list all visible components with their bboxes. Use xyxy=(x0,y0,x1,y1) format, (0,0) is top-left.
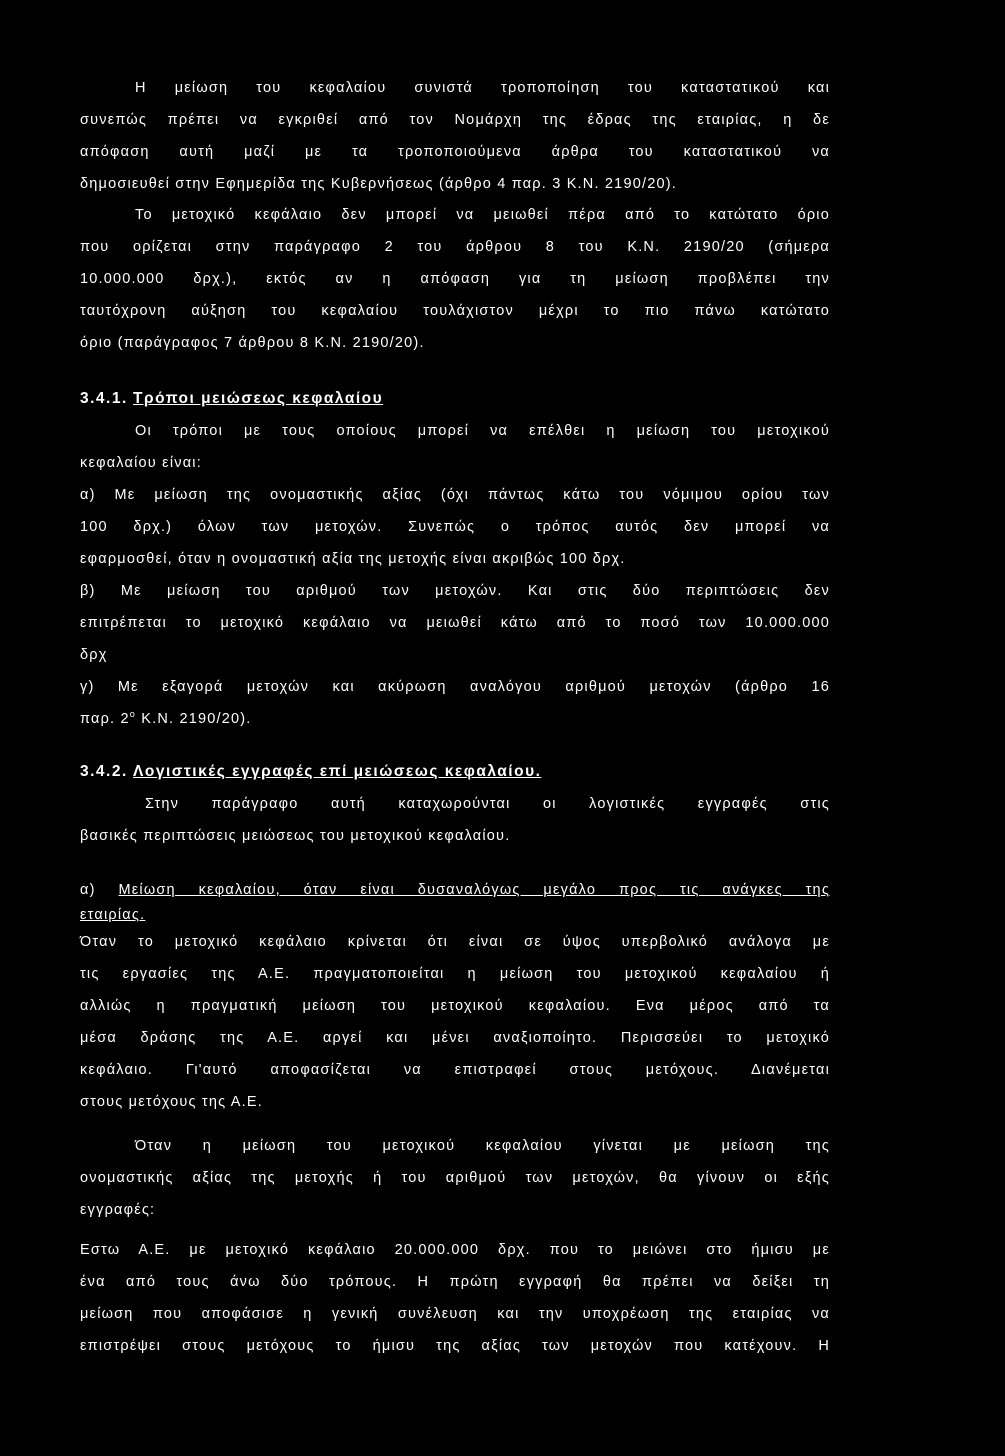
text-line: εφαρμοσθεί, όταν η ονομαστική αξία της μετοχής είναι ακριβώς 100 δρχ. xyxy=(80,551,626,567)
text-line: απόφαση αυτή μαζί με τα τροποποιούμενα άρθρα του καταστατικού να xyxy=(80,144,830,160)
text-line: 10.000.000 δρχ.), εκτός αν η απόφαση για τη μείωση προβλέπει την xyxy=(80,271,830,287)
text-line: 100 δρχ.) όλων των μετοχών. Συνεπώς ο τρόπος αυτός δεν μπορεί να xyxy=(80,519,830,535)
text-line: κεφαλαίου είναι: xyxy=(80,455,202,471)
text-fragment: παρ. 2 xyxy=(80,711,130,727)
text-line: επιστρέψει στους μετόχους το ήμισυ της αξίας των μετοχών που κατέχουν. Η xyxy=(80,1338,830,1354)
case-title: εταιρίας. xyxy=(80,907,146,923)
text-line: τις εργασίες της Α.Ε. πραγματοποιείται η μείωση του μετοχικού κεφαλαίου ή xyxy=(80,966,830,982)
section-heading xyxy=(80,762,830,782)
case-title: Μείωση κεφαλαίου, όταν είναι δυσαναλόγως μεγάλο προς τις ανάγκες της xyxy=(118,882,831,898)
text-line: συνεπώς πρέπει να εγκριθεί από τον Νομάρχη της έδρας της εταιρίας, η δε xyxy=(80,112,830,128)
section-heading xyxy=(80,389,830,409)
section-title: Λογιστικές εγγραφές επί μειώσεως κεφαλαίου. xyxy=(133,763,542,780)
text-line: Όταν το μετοχικό κεφάλαιο κρίνεται ότι είναι σε ύψος υπερβολικό ανάλογα με xyxy=(80,934,830,950)
text-line: ένα από τους άνω δύο τρόπους. Η πρώτη εγγραφή θα πρέπει να δείξει τη xyxy=(80,1274,830,1290)
text-line: μέσα δράσης της Α.Ε. αργεί και μένει αναξιοποίητο. Περισσεύει το μετοχικό xyxy=(80,1030,830,1046)
text-line: ονομαστικής αξίας της μετοχής ή του αριθμού των μετοχών, θα γίνουν οι εξής xyxy=(80,1170,830,1186)
text-line: βασικές περιπτώσεις μειώσεως του μετοχικού κεφαλαίου. xyxy=(80,828,511,844)
text-line: δρχ xyxy=(80,647,108,663)
text-fragment: Κ.Ν. 2190/20). xyxy=(135,711,252,727)
text-line: ταυτόχρονη αύξηση του κεφαλαίου τουλάχιστον μέχρι το πιο πάνω κατώτατο xyxy=(80,303,830,319)
text-line: που ορίζεται στην παράγραφο 2 του άρθρου 8 του Κ.Ν. 2190/20 (σήμερα xyxy=(80,239,830,255)
list-item: α) Με μείωση της ονομαστικής αξίας (όχι πάντως κάτω του νόμιμου ορίου των xyxy=(80,487,830,503)
text-line: Η μείωση του κεφαλαίου συνιστά τροποποίηση του καταστατικού και xyxy=(135,80,830,96)
text-line: Εστω Α.Ε. με μετοχικό κεφάλαιο 20.000.000 δρχ. που το μειώνει στο ήμισυ με xyxy=(80,1242,830,1258)
text-line xyxy=(80,709,830,729)
text-line: επιτρέπεται το μετοχικό κεφάλαιο να μειωθεί κάτω από το ποσό των 10.000.000 xyxy=(80,615,830,631)
case-heading xyxy=(80,880,830,900)
text-line: Οι τρόποι με τους οποίους μπορεί να επέλθει η μείωση του μετοχικού xyxy=(135,423,830,439)
text-line: όριο (παράγραφος 7 άρθρου 8 Κ.Ν. 2190/20). xyxy=(80,335,425,351)
section-title: Τρόποι μειώσεως κεφαλαίου xyxy=(133,390,384,407)
section-number: 3.4.1. xyxy=(80,390,128,407)
text-line: μείωση που αποφάσισε η γενική συνέλευση και την υποχρέωση της εταιρίας να xyxy=(80,1306,830,1322)
text-line: αλλιώς η πραγματική μείωση του μετοχικού κεφαλαίου. Ενα μέρος από τα xyxy=(80,998,830,1014)
text-line: Το μετοχικό κεφάλαιο δεν μπορεί να μειωθεί πέρα από το κατώτατο όριο xyxy=(135,207,830,223)
text-line: Στην παράγραφο αυτή καταχωρούνται οι λογιστικές εγγραφές στις xyxy=(145,796,830,812)
text-line: κεφάλαιο. Γι'αυτό αποφασίζεται να επιστραφεί στους μετόχους. Διανέμεται xyxy=(80,1062,830,1078)
list-item: β) Με μείωση του αριθμού των μετοχών. Και στις δύο περιπτώσεις δεν xyxy=(80,583,830,599)
section-number: 3.4.2. xyxy=(80,763,128,780)
text-line: στους μετόχους της Α.Ε. xyxy=(80,1094,263,1110)
text-line: Όταν η μείωση του μετοχικού κεφαλαίου γίνεται με μείωση της xyxy=(135,1138,830,1154)
text-line: δημοσιευθεί στην Εφημερίδα της Κυβερνήσεως (άρθρο 4 παρ. 3 Κ.Ν. 2190/20). xyxy=(80,176,677,192)
text-line: εγγραφές: xyxy=(80,1202,156,1218)
case-prefix: α) xyxy=(80,882,119,898)
list-item: γ) Με εξαγορά μετοχών και ακύρωση αναλόγου αριθμού μετοχών (άρθρο 16 xyxy=(80,679,830,695)
superscript: ο xyxy=(129,709,136,720)
case-heading-continued xyxy=(80,905,830,925)
